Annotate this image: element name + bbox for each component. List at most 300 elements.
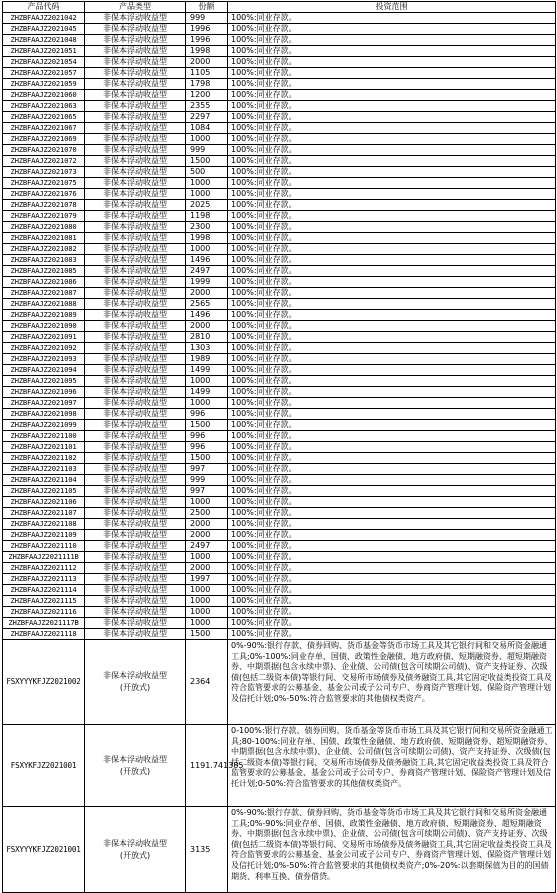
- table-row: [3, 244, 556, 255]
- table-row: [3, 563, 556, 574]
- table-row: [3, 343, 556, 354]
- investment-scope-cell: 100%:同业存款。: [228, 310, 556, 321]
- shares-cell: 1191.741385: [186, 725, 228, 807]
- product-type-cell: 非保本浮动收益型: [85, 178, 186, 189]
- product-code-cell: ZHZBFAAJZ2021110: [3, 541, 85, 552]
- shares-cell: 2300: [186, 222, 228, 233]
- investment-scope-cell: 100%:同业存款。: [228, 508, 556, 519]
- investment-scope-cell: 100%:同业存款。: [228, 354, 556, 365]
- table-row: [3, 46, 556, 57]
- product-code-cell: ZHZBFAAJZ2021089: [3, 310, 85, 321]
- investment-scope-cell: 100%:同业存款。: [228, 222, 556, 233]
- product-type-cell: 非保本浮动收益型: [85, 618, 186, 629]
- product-type-cell: 非保本浮动收益型: [85, 508, 186, 519]
- product-code-cell: ZHZBFAAJZ2021087: [3, 288, 85, 299]
- shares-cell: 1303: [186, 343, 228, 354]
- investment-scope-cell: 100%:同业存款。: [228, 24, 556, 35]
- shares-cell: 1000: [186, 497, 228, 508]
- product-type-cell: 非保本浮动收益型: [85, 24, 186, 35]
- table-row: [3, 431, 556, 442]
- investment-scope-cell: 100%:同业存款。: [228, 57, 556, 68]
- shares-cell: 999: [186, 475, 228, 486]
- table-row: [3, 596, 556, 607]
- product-code-cell: ZHZBFAAJZ2021116: [3, 607, 85, 618]
- product-code-cell: ZHZBFAAJZ2021093: [3, 354, 85, 365]
- table-row: [3, 211, 556, 222]
- shares-cell: 1000: [186, 552, 228, 563]
- table-row: [3, 618, 556, 629]
- table-row: [3, 475, 556, 486]
- table-row: [3, 112, 556, 123]
- table-row: [3, 200, 556, 211]
- table-row: [3, 167, 556, 178]
- product-code-cell: ZHZBFAAJZ2021070: [3, 145, 85, 156]
- header-type: 产品类型: [85, 2, 186, 13]
- product-type-cell: 非保本浮动收益型: [85, 530, 186, 541]
- shares-cell: 1084: [186, 123, 228, 134]
- investment-scope-cell: 100%:同业存款。: [228, 233, 556, 244]
- product-code-cell: ZHZBFAAJZ2021091: [3, 332, 85, 343]
- table-row: [3, 508, 556, 519]
- product-code-cell: ZHZBFAAJZ2021092: [3, 343, 85, 354]
- investment-scope-cell: 100%:同业存款。: [228, 618, 556, 629]
- investment-scope-cell: 100%:同业存款。: [228, 167, 556, 178]
- product-type-cell: 非保本浮动收益型: [85, 299, 186, 310]
- table-row: [3, 453, 556, 464]
- product-type-cell: 非保本浮动收益型: [85, 79, 186, 90]
- shares-cell: 997: [186, 464, 228, 475]
- product-code-cell: ZHZBFAAJZ2021098: [3, 409, 85, 420]
- table-row: [3, 156, 556, 167]
- product-code-cell: ZHZBFAAJZ2021097: [3, 398, 85, 409]
- table-row: [3, 288, 556, 299]
- table-row: [3, 486, 556, 497]
- product-code-cell: FSXYYYKFJZ2021002: [3, 640, 85, 725]
- shares-cell: 1500: [186, 420, 228, 431]
- investment-scope-cell: 100%:同业存款。: [228, 332, 556, 343]
- shares-cell: 996: [186, 431, 228, 442]
- investment-scope-cell: 0%-90%:银行存款、债券回购、货币基金等货币市场工具及其它银行间和交易所资金融通工具;0%-100%:同业存单、国债、政策性金融债、地方政府债、短期融资券、超短期融资券、中期票据(包含永续中票)、企业债、公司债(包含可续期公司债)、资产支持证券、次级债(包括二级资本债)等银行间、交易所市场债券及债务融资工具,其它固定收益类投资工具及符合监管要求的公募基金、基金公司或子公司专户、券商资产管理计划、保险资产管理计划及信托计划;0%-50%:符合监管要求的其他债权类资产。: [228, 640, 556, 725]
- shares-cell: 996: [186, 409, 228, 420]
- product-type-line: 非保本浮动收益型: [103, 838, 167, 848]
- investment-scope-cell: 100%:同业存款。: [228, 156, 556, 167]
- product-code-cell: FSXYYYKFJZ2021001: [3, 807, 85, 893]
- investment-scope-cell: 100%:同业存款。: [228, 409, 556, 420]
- shares-cell: 1499: [186, 387, 228, 398]
- shares-cell: 999: [186, 13, 228, 24]
- product-code-cell: ZHZBFAAJZ2021086: [3, 277, 85, 288]
- table-row: [3, 79, 556, 90]
- table-row: [3, 145, 556, 156]
- shares-cell: 1200: [186, 90, 228, 101]
- product-code-cell: ZHZBFAAJZ2021118: [3, 629, 85, 640]
- table-row: [3, 585, 556, 596]
- investment-scope-cell: 100%:同业存款。: [228, 387, 556, 398]
- investment-scope-cell: 100%:同业存款。: [228, 563, 556, 574]
- product-code-cell: ZHZBFAAJZ2021059: [3, 79, 85, 90]
- table-row: [3, 134, 556, 145]
- product-type-cell: 非保本浮动收益型: [85, 123, 186, 134]
- product-code-cell: ZHZBFAAJZ2021094: [3, 365, 85, 376]
- product-type-cell: 非保本浮动收益型: [85, 266, 186, 277]
- investment-scope-cell: 100%:同业存款。: [228, 277, 556, 288]
- table-row: [3, 530, 556, 541]
- header-scope: 投资范围: [228, 2, 556, 13]
- investment-scope-cell: 100%:同业存款。: [228, 596, 556, 607]
- product-code-cell: ZHZBFAAJZ2021104: [3, 475, 85, 486]
- product-type-cell: 非保本浮动收益型: [85, 189, 186, 200]
- product-type-cell: 非保本浮动收益型: [85, 574, 186, 585]
- product-code-cell: ZHZBFAAJZ2021063: [3, 101, 85, 112]
- product-type-cell: 非保本浮动收益型: [85, 420, 186, 431]
- table-row: [3, 519, 556, 530]
- table-row: [3, 376, 556, 387]
- table-row: [3, 321, 556, 332]
- open-product-row: [3, 725, 556, 807]
- table-row: [3, 310, 556, 321]
- product-code-cell: ZHZBFAAJZ2021048: [3, 35, 85, 46]
- shares-cell: 2297: [186, 112, 228, 123]
- shares-cell: 2000: [186, 321, 228, 332]
- product-code-cell: ZHZBFAAJZ2021095: [3, 376, 85, 387]
- table-row: [3, 420, 556, 431]
- product-type-cell: 非保本浮动收益型: [85, 585, 186, 596]
- product-code-cell: ZHZBFAAJZ2021105: [3, 486, 85, 497]
- shares-cell: 1998: [186, 46, 228, 57]
- product-code-cell: ZHZBFAAJZ2021082: [3, 244, 85, 255]
- shares-cell: 1000: [186, 585, 228, 596]
- shares-cell: 2000: [186, 288, 228, 299]
- product-code-cell: ZHZBFAAJZ2021057: [3, 68, 85, 79]
- shares-cell: 1000: [186, 244, 228, 255]
- investment-scope-cell: 100%:同业存款。: [228, 134, 556, 145]
- product-type-cell: 非保本浮动收益型: [85, 112, 186, 123]
- product-code-cell: ZHZBFAAJZ2021106: [3, 497, 85, 508]
- product-type-cell: 非保本浮动收益型: [85, 453, 186, 464]
- shares-cell: 1500: [186, 156, 228, 167]
- investment-scope-cell: 100%:同业存款。: [228, 585, 556, 596]
- product-type-cell: 非保本浮动收益型: [85, 288, 186, 299]
- shares-cell: 1105: [186, 68, 228, 79]
- product-type-open-note: (开放式): [119, 683, 151, 692]
- product-code-cell: ZHZBFAAJZ2021078: [3, 200, 85, 211]
- shares-cell: 1997: [186, 574, 228, 585]
- product-code-cell: ZHZBFAAJZ2021067: [3, 123, 85, 134]
- investment-scope-cell: 0%-90%:银行存款、债券回购、货币基金等货币市场工具及其它银行间和交易所资金融通工具;0%-90%:同业存单、国债、政策性金融债、地方政府债、短期融资券、超短期融资券、中期票据(包含永续中票)、企业债、公司债(包含可续期公司债)、资产支持证券、次级债(包括二级资本债)等银行间、交易所市场债券及债务融资工具,其它固定收益类投资工具及符合监管要求的公募基金、基金公司或子公司专户、券商资产管理计划、保险资产管理计划及信托计划;0%-50%:符合监管要求的其他债权类资产;0%-20%:以套期保值为目的的国债期货、利率互换、债券借贷。: [228, 807, 556, 893]
- investment-scope-cell: 100%:同业存款。: [228, 431, 556, 442]
- table-row: [3, 255, 556, 266]
- investment-scope-cell: 100%:同业存款。: [228, 90, 556, 101]
- table-row: [3, 101, 556, 112]
- table-row: [3, 13, 556, 24]
- product-type-cell: 非保本浮动收益型: [85, 222, 186, 233]
- product-type-cell: [85, 807, 186, 893]
- shares-cell: 996: [186, 442, 228, 453]
- shares-cell: 1500: [186, 453, 228, 464]
- investment-scope-cell: 100%:同业存款。: [228, 453, 556, 464]
- product-type-cell: 非保本浮动收益型: [85, 101, 186, 112]
- product-type-cell: 非保本浮动收益型: [85, 552, 186, 563]
- shares-cell: 1496: [186, 255, 228, 266]
- header-code: 产品代码: [3, 2, 85, 13]
- product-code-cell: ZHZBFAAJZ2021076: [3, 189, 85, 200]
- investment-scope-cell: 100%:同业存款。: [228, 101, 556, 112]
- product-code-cell: FSXYKFJZ2021001: [3, 725, 85, 807]
- table-row: [3, 387, 556, 398]
- product-type-cell: 非保本浮动收益型: [85, 596, 186, 607]
- shares-cell: 1499: [186, 365, 228, 376]
- table-row: [3, 189, 556, 200]
- product-code-cell: ZHZBFAAJZ2021100: [3, 431, 85, 442]
- investment-scope-cell: 100%:同业存款。: [228, 398, 556, 409]
- investment-scope-cell: 100%:同业存款。: [228, 519, 556, 530]
- investment-scope-cell: 100%:同业存款。: [228, 541, 556, 552]
- shares-cell: 1000: [186, 189, 228, 200]
- product-code-cell: ZHZBFAAJZ2021114: [3, 585, 85, 596]
- investment-scope-cell: 100%:同业存款。: [228, 552, 556, 563]
- product-type-cell: 非保本浮动收益型: [85, 332, 186, 343]
- table-header-row: [3, 2, 556, 13]
- open-product-row: [3, 807, 556, 893]
- product-type-line: 非保本浮动收益型: [103, 671, 167, 680]
- investment-scope-cell: 100%:同业存款。: [228, 420, 556, 431]
- product-type-cell: 非保本浮动收益型: [85, 365, 186, 376]
- shares-cell: 1000: [186, 398, 228, 409]
- shares-cell: 2025: [186, 200, 228, 211]
- table-row: [3, 464, 556, 475]
- table-row: [3, 552, 556, 563]
- table-row: [3, 398, 556, 409]
- product-code-cell: ZHZBFAAJZ2021113: [3, 574, 85, 585]
- investment-scope-cell: 100%:同业存款。: [228, 607, 556, 618]
- product-type-cell: 非保本浮动收益型: [85, 464, 186, 475]
- shares-cell: 2497: [186, 541, 228, 552]
- product-code-cell: ZHZBFAAJZ2021060: [3, 90, 85, 101]
- shares-cell: 1989: [186, 354, 228, 365]
- shares-cell: 2355: [186, 101, 228, 112]
- product-type-cell: 非保本浮动收益型: [85, 90, 186, 101]
- investment-scope-cell: 100%:同业存款。: [228, 442, 556, 453]
- shares-cell: 2364: [186, 640, 228, 725]
- investment-scope-cell: 100%:同业存款。: [228, 376, 556, 387]
- table-row: [3, 24, 556, 35]
- table-row: [3, 409, 556, 420]
- product-type-cell: 非保本浮动收益型: [85, 233, 186, 244]
- shares-cell: 1496: [186, 310, 228, 321]
- investment-scope-cell: 100%:同业存款。: [228, 255, 556, 266]
- shares-cell: 2810: [186, 332, 228, 343]
- product-type-cell: 非保本浮动收益型: [85, 475, 186, 486]
- product-code-cell: ZHZBFAAJZ2021103: [3, 464, 85, 475]
- shares-cell: 1998: [186, 233, 228, 244]
- product-code-cell: ZHZBFAAJZ2021073: [3, 167, 85, 178]
- shares-cell: 2565: [186, 299, 228, 310]
- product-type-cell: 非保本浮动收益型: [85, 486, 186, 497]
- investment-scope-cell: 100%:同业存款。: [228, 123, 556, 134]
- shares-cell: 1000: [186, 376, 228, 387]
- product-code-cell: ZHZBFAAJZ2021102: [3, 453, 85, 464]
- shares-cell: 2000: [186, 57, 228, 68]
- product-type-cell: 非保本浮动收益型: [85, 57, 186, 68]
- product-type-cell: 非保本浮动收益型: [85, 134, 186, 145]
- product-type-cell: 非保本浮动收益型: [85, 409, 186, 420]
- product-type-cell: 非保本浮动收益型: [85, 398, 186, 409]
- product-code-cell: ZHZBFAAJZ2021112: [3, 563, 85, 574]
- product-code-cell: ZHZBFAAJZ2021088: [3, 299, 85, 310]
- shares-cell: 1198: [186, 211, 228, 222]
- product-type-cell: 非保本浮动收益型: [85, 431, 186, 442]
- header-shares: 份额: [186, 2, 228, 13]
- product-code-cell: ZHZBFAAJZ2021115: [3, 596, 85, 607]
- table-row: [3, 299, 556, 310]
- product-type-cell: 非保本浮动收益型: [85, 244, 186, 255]
- investment-scope-cell: 0-100%:银行存款、债券回购、货币基金等货币市场工具及其它银行间和交易所资金融通工具;80-100%:同业存单、国债、政策性金融债、地方政府债、短期融资券、超短期融资券、中期票据(包含永续中票)、企业债、公司债(包含可续期公司债)、资产支持证券、次级债(包括二级资本债)等银行间、交易所市场债券及债务融资工具,其它固定收益类投资工具及符合监管要求的公募基金、基金公司或子公司专户、券商资产管理计划、保险资产管理计划及信托计划;0-50%:符合监管要求的其他债权类资产。: [228, 725, 556, 807]
- shares-cell: 1000: [186, 178, 228, 189]
- product-code-cell: ZHZBFAAJZ2021085: [3, 266, 85, 277]
- shares-cell: 500: [186, 167, 228, 178]
- table-row: [3, 541, 556, 552]
- product-code-cell: ZHZBFAAJZ2021054: [3, 57, 85, 68]
- shares-cell: 997: [186, 486, 228, 497]
- shares-cell: 1500: [186, 629, 228, 640]
- investment-scope-cell: 100%:同业存款。: [228, 211, 556, 222]
- investment-scope-cell: 100%:同业存款。: [228, 365, 556, 376]
- product-type-line: 非保本浮动收益型: [103, 754, 167, 764]
- investment-scope-cell: 100%:同业存款。: [228, 288, 556, 299]
- product-type-cell: 非保本浮动收益型: [85, 211, 186, 222]
- product-type-cell: 非保本浮动收益型: [85, 387, 186, 398]
- product-type-cell: 非保本浮动收益型: [85, 13, 186, 24]
- shares-cell: 3135: [186, 807, 228, 893]
- open-product-row: [3, 640, 556, 725]
- shares-cell: 2000: [186, 530, 228, 541]
- shares-cell: 2497: [186, 266, 228, 277]
- product-type-cell: 非保本浮动收益型: [85, 607, 186, 618]
- product-code-cell: ZHZBFAAJZ2021108: [3, 519, 85, 530]
- product-code-cell: ZHZBFAAJZ2021101: [3, 442, 85, 453]
- product-code-cell: ZHZBFAAJZ2021065: [3, 112, 85, 123]
- product-type-cell: 非保本浮动收益型: [85, 519, 186, 530]
- product-code-cell: ZHZBFAAJZ2021099: [3, 420, 85, 431]
- investment-scope-cell: 100%:同业存款。: [228, 178, 556, 189]
- shares-cell: 1798: [186, 79, 228, 90]
- product-code-cell: ZHZBFAAJZ2021107: [3, 508, 85, 519]
- investment-scope-cell: 100%:同业存款。: [228, 574, 556, 585]
- investment-scope-cell: 100%:同业存款。: [228, 35, 556, 46]
- product-type-cell: 非保本浮动收益型: [85, 497, 186, 508]
- investment-scope-cell: 100%:同业存款。: [228, 266, 556, 277]
- table-row: [3, 68, 556, 79]
- product-code-cell: ZHZBFAAJZ2021096: [3, 387, 85, 398]
- shares-cell: 1000: [186, 618, 228, 629]
- shares-cell: 1996: [186, 24, 228, 35]
- table-row: [3, 332, 556, 343]
- product-type-cell: 非保本浮动收益型: [85, 200, 186, 211]
- investment-scope-cell: 100%:同业存款。: [228, 321, 556, 332]
- shares-cell: 1000: [186, 134, 228, 145]
- table-row: [3, 222, 556, 233]
- product-type-cell: 非保本浮动收益型: [85, 310, 186, 321]
- investment-scope-cell: 100%:同业存款。: [228, 244, 556, 255]
- product-code-cell: ZHZBFAAJZ2021069: [3, 134, 85, 145]
- table-row: [3, 354, 556, 365]
- table-row: [3, 178, 556, 189]
- product-type-cell: 非保本浮动收益型: [85, 354, 186, 365]
- product-code-cell: ZHZBFAAJZ2021042: [3, 13, 85, 24]
- table-row: [3, 365, 556, 376]
- shares-cell: 999: [186, 145, 228, 156]
- product-table-sheet: [2, 1, 555, 893]
- investment-scope-cell: 100%:同业存款。: [228, 629, 556, 640]
- investment-scope-cell: 100%:同业存款。: [228, 79, 556, 90]
- investment-scope-cell: 100%:同业存款。: [228, 497, 556, 508]
- investment-scope-cell: 100%:同业存款。: [228, 46, 556, 57]
- shares-cell: 1000: [186, 607, 228, 618]
- product-type-cell: 非保本浮动收益型: [85, 156, 186, 167]
- shares-cell: 2500: [186, 508, 228, 519]
- product-type-cell: [85, 640, 186, 725]
- table-row: [3, 233, 556, 244]
- table-row: [3, 90, 556, 101]
- shares-cell: 2000: [186, 519, 228, 530]
- product-code-cell: ZHZBFAAJZ2021079: [3, 211, 85, 222]
- product-code-cell: ZHZBFAAJZ2021090: [3, 321, 85, 332]
- product-type-cell: 非保本浮动收益型: [85, 35, 186, 46]
- table-row: [3, 266, 556, 277]
- product-type-cell: 非保本浮动收益型: [85, 46, 186, 57]
- table-row: [3, 57, 556, 68]
- product-code-cell: ZHZBFAAJZ2021111B: [3, 552, 85, 563]
- product-code-cell: ZHZBFAAJZ2021117B: [3, 618, 85, 629]
- investment-scope-cell: 100%:同业存款。: [228, 13, 556, 24]
- table-row: [3, 574, 556, 585]
- table-row: [3, 607, 556, 618]
- investment-scope-cell: 100%:同业存款。: [228, 68, 556, 79]
- table-body: [3, 13, 556, 893]
- shares-cell: 1996: [186, 35, 228, 46]
- investment-scope-cell: 100%:同业存款。: [228, 464, 556, 475]
- product-type-cell: [85, 725, 186, 807]
- product-code-cell: ZHZBFAAJZ2021072: [3, 156, 85, 167]
- investment-scope-cell: 100%:同业存款。: [228, 299, 556, 310]
- investment-scope-cell: 100%:同业存款。: [228, 475, 556, 486]
- product-code-cell: ZHZBFAAJZ2021083: [3, 255, 85, 266]
- investment-scope-cell: 100%:同业存款。: [228, 145, 556, 156]
- product-type-cell: 非保本浮动收益型: [85, 167, 186, 178]
- product-code-cell: ZHZBFAAJZ2021080: [3, 222, 85, 233]
- table-row: [3, 629, 556, 640]
- table-row: [3, 35, 556, 46]
- product-type-cell: 非保本浮动收益型: [85, 629, 186, 640]
- product-type-cell: 非保本浮动收益型: [85, 343, 186, 354]
- shares-cell: 1000: [186, 596, 228, 607]
- product-code-cell: ZHZBFAAJZ2021075: [3, 178, 85, 189]
- product-type-cell: 非保本浮动收益型: [85, 255, 186, 266]
- investment-scope-cell: 100%:同业存款。: [228, 189, 556, 200]
- table-row: [3, 277, 556, 288]
- product-type-open-note: (开放式): [119, 766, 151, 776]
- product-type-cell: 非保本浮动收益型: [85, 68, 186, 79]
- table-row: [3, 442, 556, 453]
- investment-scope-cell: 100%:同业存款。: [228, 486, 556, 497]
- investment-scope-cell: 100%:同业存款。: [228, 112, 556, 123]
- product-type-cell: 非保本浮动收益型: [85, 321, 186, 332]
- investment-scope-cell: 100%:同业存款。: [228, 200, 556, 211]
- product-code-cell: ZHZBFAAJZ2021051: [3, 46, 85, 57]
- product-table: [2, 1, 556, 893]
- table-row: [3, 497, 556, 508]
- product-code-cell: ZHZBFAAJZ2021109: [3, 530, 85, 541]
